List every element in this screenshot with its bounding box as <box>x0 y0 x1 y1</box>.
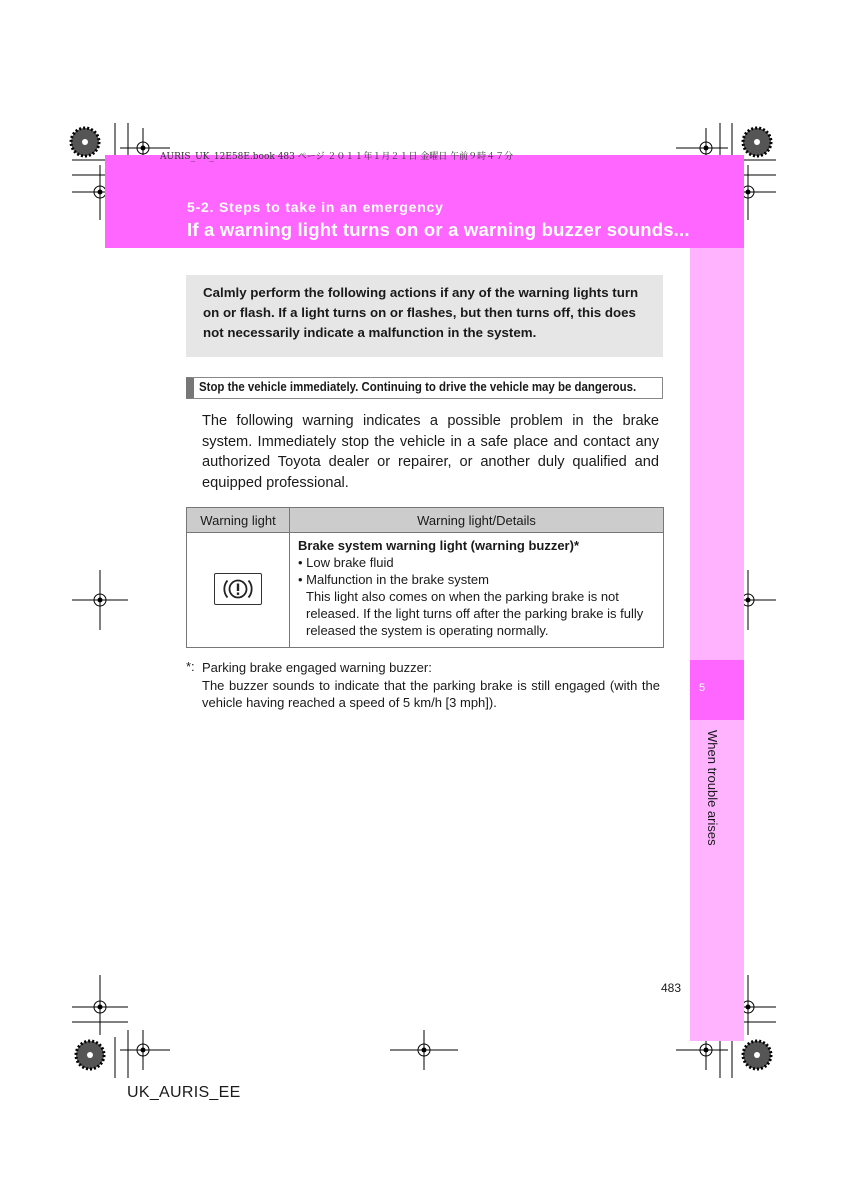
page-title: If a warning light turns on or a warning buzzer sounds... <box>187 219 690 240</box>
footnote <box>202 659 660 712</box>
table-header-row <box>187 508 664 533</box>
footnote-text: The buzzer sounds to indicate that the parking brake is still engaged (with the vehicle having reached a speed of 5 km/h [3 mph]). <box>202 677 660 710</box>
details-bullet: • Low brake fluid <box>298 555 394 570</box>
body-paragraph: The following warning indicates a possible problem in the brake system. Immediately stop the vehicle in a safe place and contact any authorized Toyota dealer or repairer, or another duly qualified and equipped professional. <box>202 413 659 491</box>
bullet-text: Malfunction in the brake system <box>306 572 489 587</box>
details-cell <box>290 533 664 648</box>
footer-code: UK_AURIS_EE <box>127 1084 241 1101</box>
icon-cell <box>187 533 290 648</box>
intro-text: Calmly perform the following actions if any of the warning lights turn on or flash. If a light turns on or flashes, but then turns off, this does not necessarily indicate a malfunction in the system. <box>203 285 639 340</box>
brake-warning-icon <box>214 573 262 605</box>
intro-box <box>186 275 663 357</box>
print-info: AURIS_UK_12E58E.book 483 ページ ２０１１年１月２１日 金曜日 午前９時４７分 <box>160 152 514 162</box>
page-number: 483 <box>661 981 682 995</box>
warning-table <box>186 507 664 648</box>
details-note: This light also comes on when the parking brake is not released. If the light turns off after the parking brake is fully released the system is operating normally. <box>306 589 644 638</box>
bullet-text: Low brake fluid <box>306 555 394 570</box>
side-tab-strip <box>690 248 744 1041</box>
footnote-mark: *: <box>186 659 195 674</box>
table-header-details: Warning light/Details <box>290 508 664 533</box>
footnote-title: Parking brake engaged warning buzzer: <box>202 660 432 675</box>
details-title: Brake system warning light (warning buzzer)* <box>298 538 579 553</box>
chapter-number: 5 <box>698 682 706 694</box>
details-bullet: • Malfunction in the brake system <box>298 572 489 587</box>
table-row <box>187 533 664 648</box>
section-label: 5-2. Steps to take in an emergency <box>187 199 444 215</box>
chapter-title: When trouble arises <box>705 730 720 846</box>
warning-bar-text: Stop the vehicle immediately. Continuing to drive the vehicle may be dangerous. <box>199 379 637 394</box>
table-header-warning-light: Warning light <box>187 508 290 533</box>
